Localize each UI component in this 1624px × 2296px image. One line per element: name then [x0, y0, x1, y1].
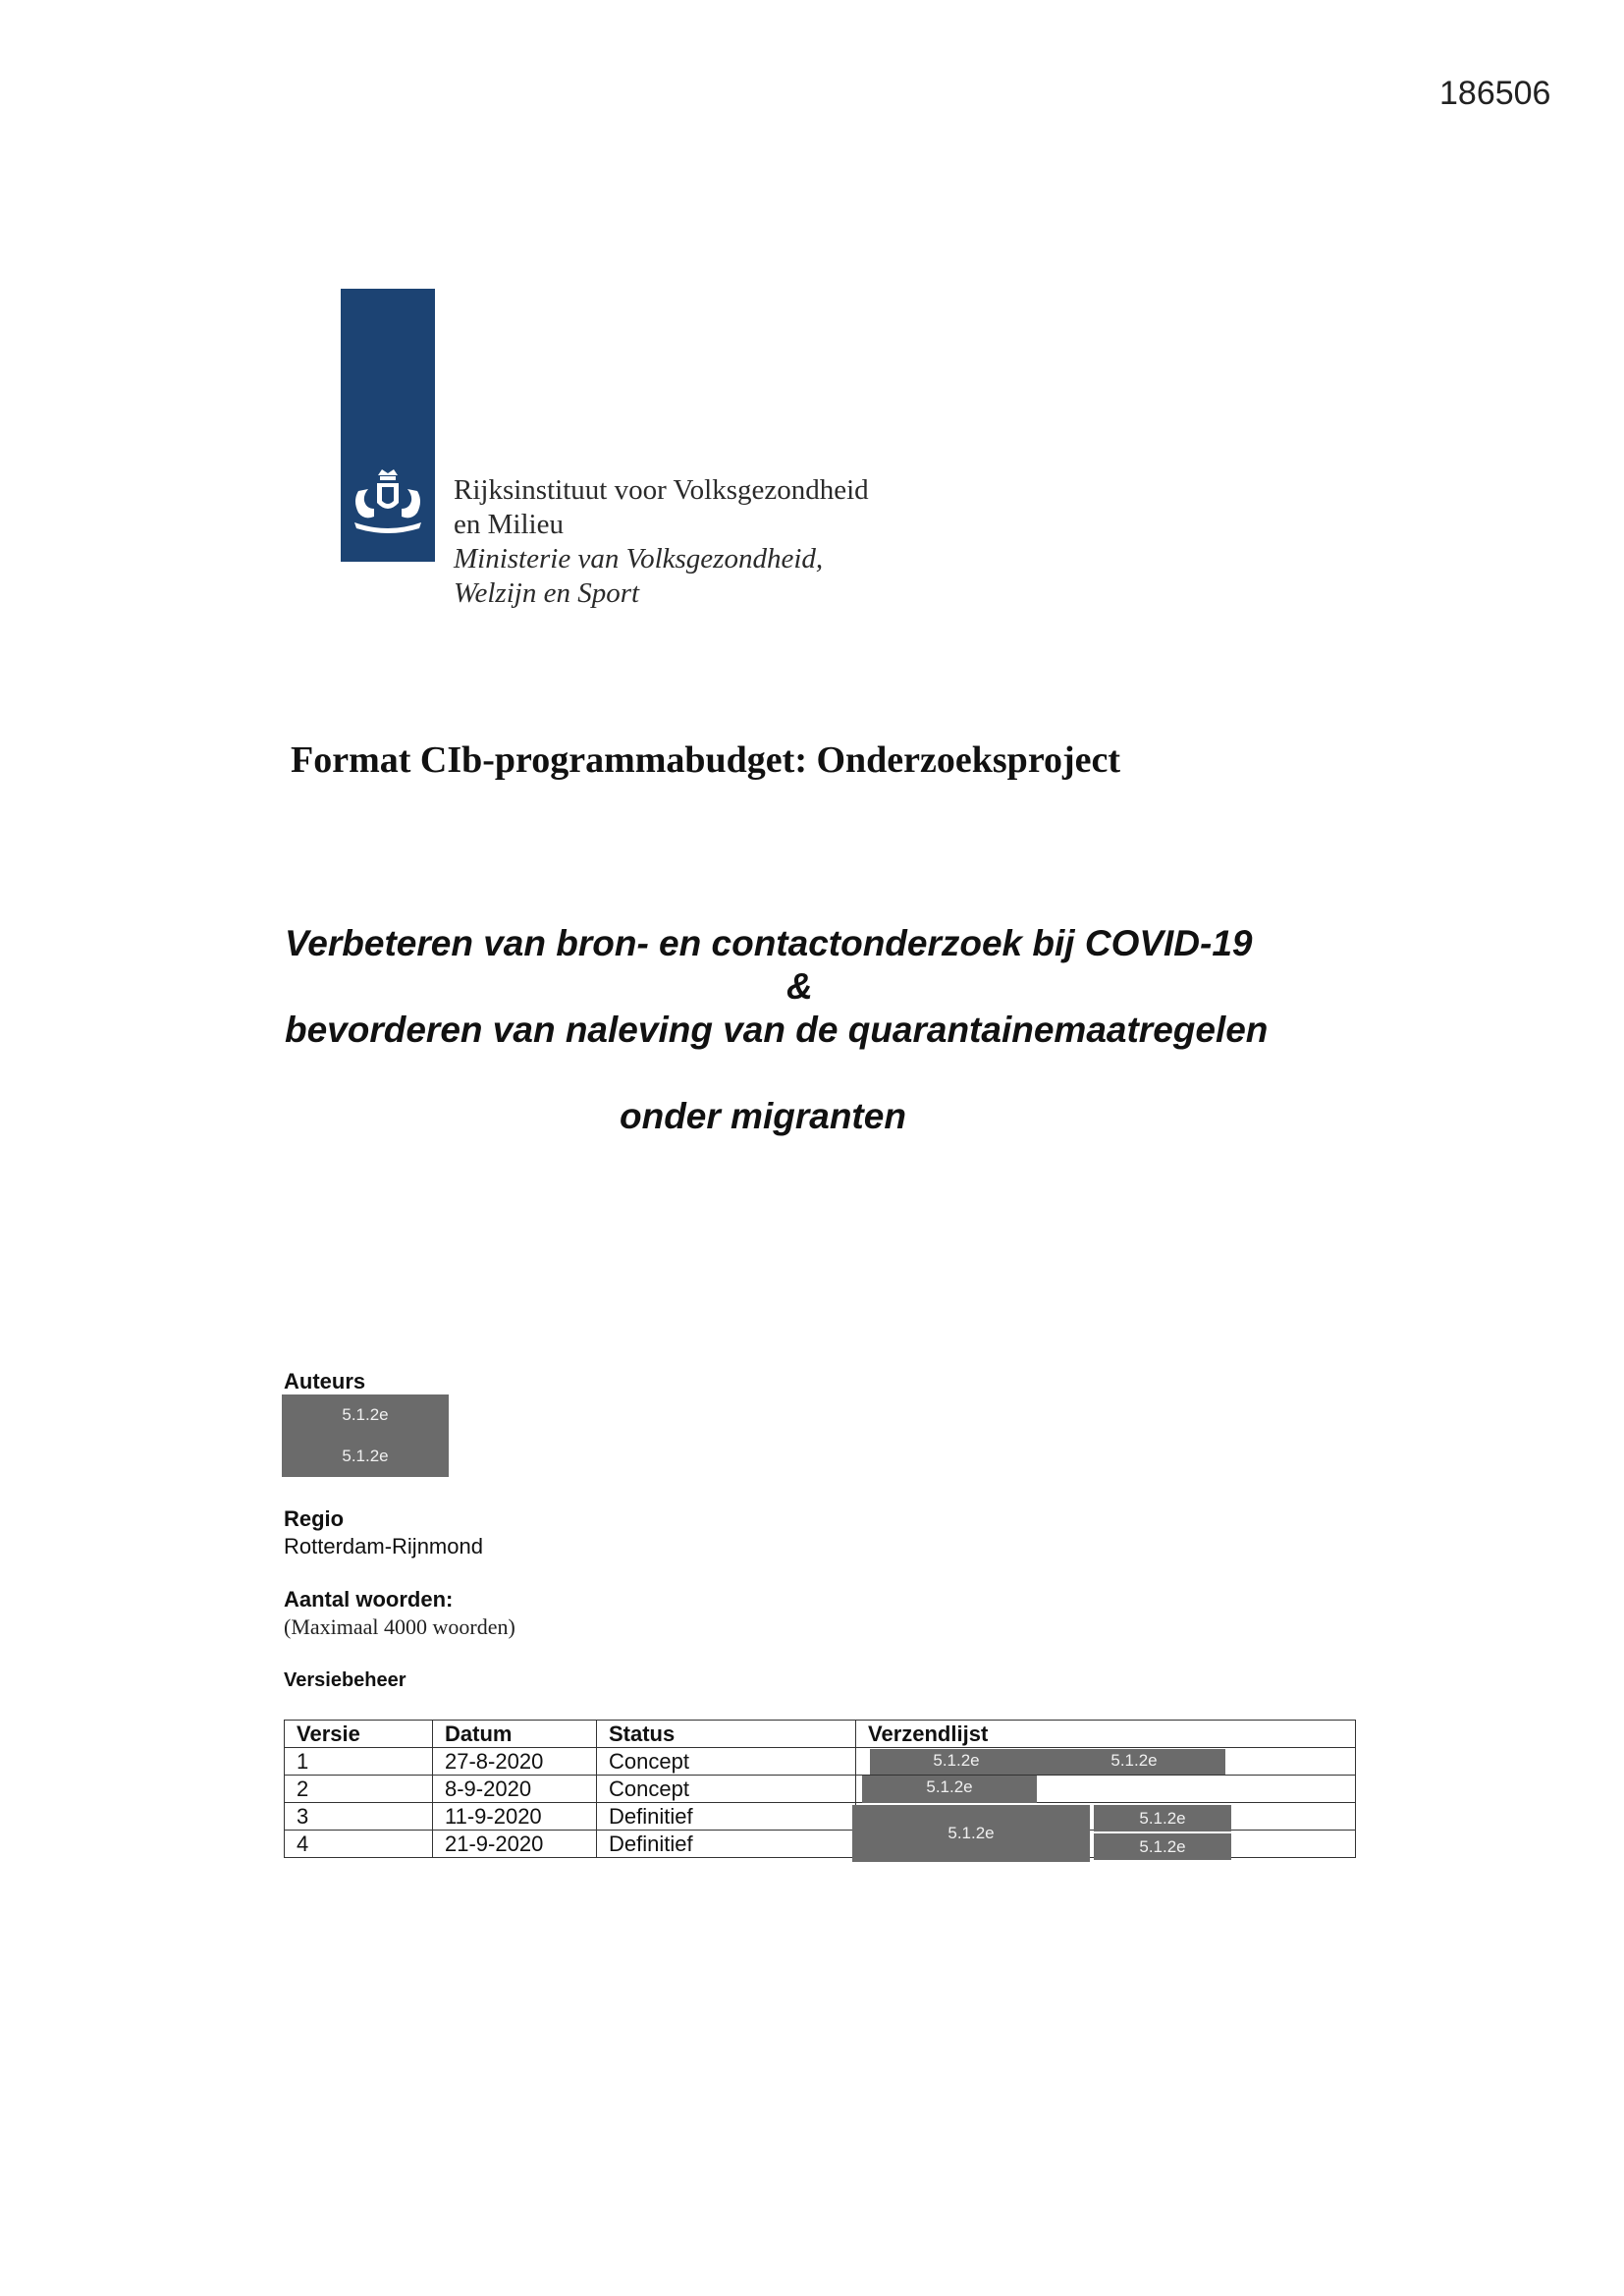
woorden-label: Aantal woorden: [284, 1587, 454, 1612]
header-versie: Versie [285, 1721, 433, 1748]
verzendlijst-redaction: 5.1.2e [862, 1776, 1037, 1803]
auteur-redaction: 5.1.2e [282, 1394, 449, 1436]
cell-status: Concept [597, 1748, 856, 1776]
cell-status: Concept [597, 1776, 856, 1803]
verzendlijst-redaction: 5.1.2e [852, 1805, 1090, 1862]
cell-versie: 2 [285, 1776, 433, 1803]
ministry-line1: Ministerie van Volksgezondheid, [454, 543, 824, 574]
auteurs-label: Auteurs [284, 1369, 366, 1394]
cell-datum: 8-9-2020 [433, 1776, 597, 1803]
auteur-redaction: 5.1.2e [282, 1436, 449, 1477]
regio-value: Rotterdam-Rijnmond [284, 1534, 483, 1558]
verzendlijst-redaction: 5.1.2e [1094, 1805, 1231, 1831]
ministry-line2: Welzijn en Sport [454, 577, 640, 609]
project-title-ampersand: & [786, 966, 813, 1007]
org-name-line2: en Milieu [454, 509, 564, 540]
format-title: Format CIb-programmabudget: Onderzoeksproject [291, 739, 1121, 781]
table-header-row [285, 1721, 1356, 1748]
woorden-note: (Maximaal 4000 woorden) [284, 1614, 515, 1639]
cell-versie: 4 [285, 1831, 433, 1858]
project-title-line3: onder migranten [620, 1096, 906, 1136]
header-verzendlijst: Verzendlijst [856, 1721, 1356, 1748]
verzendlijst-redaction: 5.1.2e [1094, 1833, 1231, 1860]
header-datum: Datum [433, 1721, 597, 1748]
table-row [285, 1776, 1356, 1803]
header-status: Status [597, 1721, 856, 1748]
verzendlijst-redaction: 5.1.2e [870, 1749, 1043, 1775]
cell-status: Definitief [597, 1803, 856, 1831]
cell-datum: 27-8-2020 [433, 1748, 597, 1776]
cell-status: Definitief [597, 1831, 856, 1858]
cell-datum: 21-9-2020 [433, 1831, 597, 1858]
versiebeheer-label: Versiebeheer [284, 1669, 406, 1691]
cell-versie: 1 [285, 1748, 433, 1776]
project-title-line2: bevorderen van naleving van de quarantainemaatregelen [285, 1010, 1269, 1050]
cell-datum: 11-9-2020 [433, 1803, 597, 1831]
regio-label: Regio [284, 1506, 345, 1531]
crest-icon [345, 465, 431, 540]
document-number: 186506 [1439, 75, 1551, 112]
org-name-line1: Rijksinstituut voor Volksgezondheid [454, 474, 869, 506]
cell-versie: 3 [285, 1803, 433, 1831]
project-title-line1: Verbeteren van bron- en contactonderzoek bij COVID-19 [285, 923, 1253, 963]
verzendlijst-redaction: 5.1.2e [1043, 1749, 1225, 1775]
